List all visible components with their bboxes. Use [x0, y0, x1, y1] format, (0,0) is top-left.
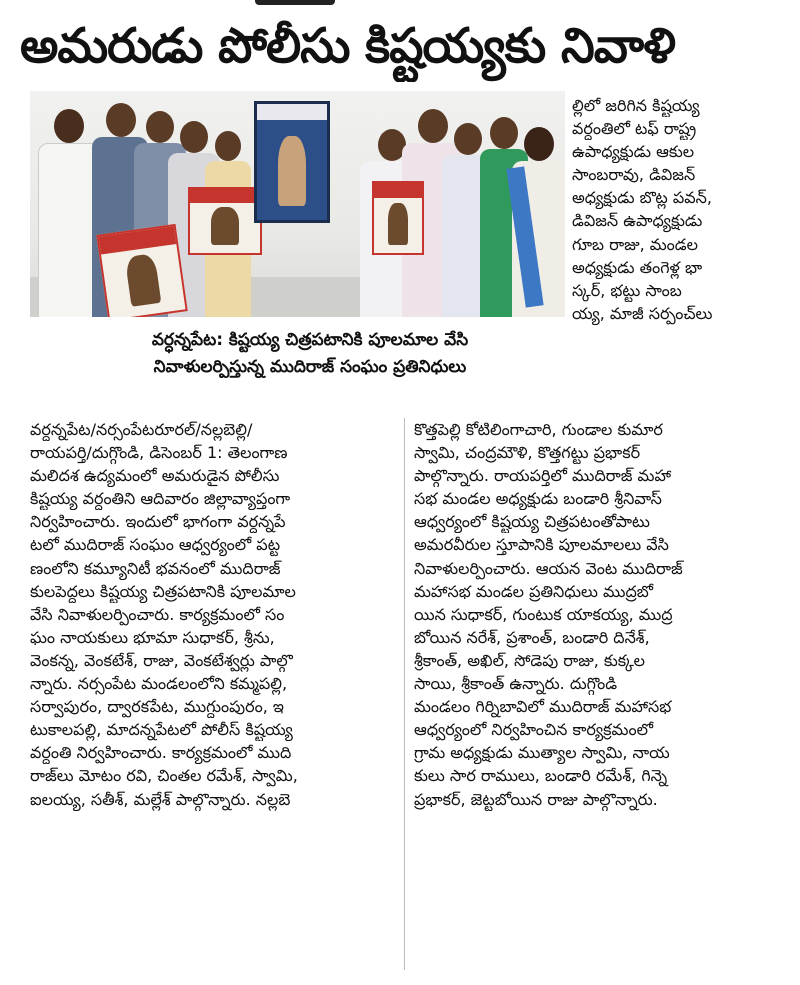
headline: అమరుడు పోలీసు కిష్టయ్యకు నివాళి — [20, 18, 675, 74]
text-line: పాల్గొన్నారు. రాయపర్తిలో ముదిరాజ్ మహా — [414, 466, 671, 486]
text-line: య్య, మాజీ సర్పంచ్‌లు — [572, 303, 713, 323]
top-strip — [0, 0, 800, 10]
text-line: నిర్వహించారు. ఇందులో భాగంగా వర్ధన్నపే — [30, 512, 286, 532]
text-line: స్వామి, చంద్రమౌళి, కొత్తగట్టు ప్రభాకర్ — [414, 443, 641, 463]
text-line: న్నారు. నర్సంపేట మండలంలోని కమ్మపల్లి, — [30, 674, 288, 694]
text-line: అధ్యక్షుడు బొట్ల పవన్, — [572, 188, 712, 208]
text-line: వర్ధంతిలో టఫ్ రాష్ట్ర — [572, 119, 697, 139]
kishtaiah-poster — [96, 224, 187, 317]
text-line: సభ మండల అధ్యక్షుడు బండారి శ్రీనివాస్ — [414, 489, 662, 509]
text-line: వర్ధంతి నిర్వహించారు. కార్యక్రమంలో ముది — [30, 743, 292, 763]
text-line: వర్ధన్నపేట/నర్సంపేటరూరల్/నల్లబెల్లి/ — [30, 420, 253, 439]
article-column-left — [30, 418, 392, 811]
article-column-top-right — [572, 94, 782, 325]
text-line: వెంకన్న, వెంకటేశ్, రాజు, వెంకటేశ్వర్లు పాల్గొ — [30, 650, 293, 670]
text-line: సాంబరావు, డివిజన్ — [572, 165, 696, 185]
kishtaiah-poster — [372, 181, 424, 255]
text-line: ణంలోని కమ్యూనిటీ భవనంలో ముదిరాజ్ — [30, 558, 281, 578]
news-photo — [30, 91, 565, 317]
text-line: సర్వాపురం, ద్వారకపేట, ముగ్దుంపురం, ఇ — [30, 697, 284, 717]
person-figure — [512, 127, 565, 317]
text-line: అధ్యక్షుడు తంగెళ్ల భా — [572, 257, 703, 277]
caption-line: వర్ధన్నపేట: కిష్టయ్య చిత్రపటానికి పూలమాల వేసి — [151, 330, 469, 350]
text-line: బోయిన నరేశ్, ప్రశాంత్, బండారి దినేశ్, — [414, 627, 650, 647]
text-line: రాయపర్తి/దుగ్గొండి, డిసెంబర్ 1: తెలంగాణ — [30, 443, 288, 463]
article-column-right — [414, 418, 786, 811]
text-line: ఆధ్వర్యంలో నిర్వహించిన కార్యక్రమంలో — [414, 720, 654, 740]
text-line: ఘం నాయకులు భూమా సుధాకర్, శ్రీను, — [30, 627, 275, 647]
caption-line: నివాళులర్పిస్తున్న ముదిరాజ్ సంఘం ప్రతినిధులు — [153, 357, 467, 377]
column-divider — [404, 418, 405, 970]
text-line: గ్రామ అధ్యక్షుడు ముత్యాల స్వామి, నాయ — [414, 743, 670, 763]
kishtaiah-portrait — [254, 101, 330, 223]
text-line: కులపెద్దలు కిష్టయ్య చిత్రపటానికి పూలమాల — [30, 581, 296, 601]
text-line: కులు సార రాములు, బండారి రమేశ్, గిన్నె — [414, 766, 668, 786]
text-line: ఉపాధ్యక్షుడు ఆకుల — [572, 142, 695, 162]
text-line: సాయి, శ్రీకాంత్ ఉన్నారు. దుగ్గొండి — [414, 674, 618, 694]
text-line: ప్రభాకర్, జెట్టబోయిన రాజు పాల్గొన్నారు. — [414, 789, 658, 809]
text-line: ఐలయ్య, సతీశ్, మల్లేశ్ పాల్గొన్నారు. నల్లబె — [30, 789, 291, 809]
text-line: కొత్తపెల్లి కోటిలింగాచారి, గుండాల కుమార — [414, 420, 663, 439]
text-line: రాజ్‌లు మోటం రవి, చింతల రమేశ్, స్వామి, — [30, 766, 298, 786]
text-line: అమరవీరుల స్తూపానికి పూలమాలలు వేసి — [414, 535, 669, 555]
text-line: వేసి నివాళులర్పించారు. కార్యక్రమంలో సం — [30, 604, 285, 624]
text-line: కిష్టయ్య వర్ధంతిని ఆదివారం జిల్లావ్యాప్తంగా — [30, 489, 291, 509]
kishtaiah-poster — [188, 187, 262, 255]
text-line: మలిదశ ఉద్యమంలో అమరుడైన పోలీసు — [30, 466, 280, 486]
text-line: మండలం గిర్నిబావిలో ముదిరాజ్ మహాసభ — [414, 697, 672, 717]
text-line: టుకాలపల్లి, మాదన్నపేటలో పోలీస్ కిష్టయ్య — [30, 720, 293, 740]
text-line: టలో ముదిరాజ్ సంఘం ఆధ్వర్యంలో పట్ట — [30, 535, 281, 555]
text-line: ల్లిలో జరిగిన కిష్టయ్య — [572, 96, 700, 115]
text-line: డివిజన్ ఉపాధ్యక్షుడు — [572, 211, 703, 231]
text-line: నివాళులర్పించారు. ఆయన వెంట ముదిరాజ్ — [414, 558, 683, 578]
section-mark — [255, 0, 335, 5]
text-line: ఆధ్వర్యంలో కిష్టయ్య చిత్రపటంతోపాటు — [414, 512, 650, 532]
photo-caption — [80, 327, 540, 381]
text-line: యిన సుధాకర్, గుంటుక యాకయ్య, ముద్ర — [414, 604, 673, 624]
text-line: గూబ రాజు, మండల — [572, 234, 698, 254]
text-line: మహాసభ మండల ప్రతినిధులు ముద్రబో — [414, 581, 654, 601]
text-line: స్కర్, భట్టు సాంబ — [572, 280, 682, 300]
text-line: శ్రీకాంత్, అఖిల్, సోడెపు రాజు, కుక్కల — [414, 650, 645, 670]
person-figure — [38, 109, 98, 317]
